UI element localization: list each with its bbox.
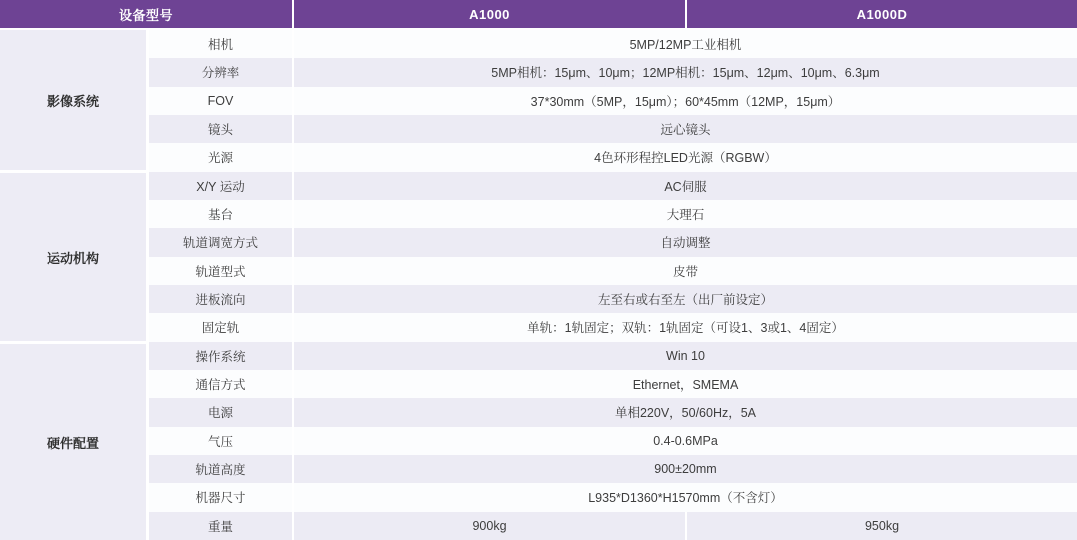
spec-row-fixed-rail [149, 313, 1077, 341]
row-label: 机器尺寸 [149, 483, 292, 511]
row-value: 单轨：1轨固定；双轨：1轨固定（可设1、3或1、4固定） [294, 313, 1077, 341]
row-value: 4色环形程控LED光源（RGBW） [294, 143, 1077, 171]
row-label: 固定轨 [149, 313, 292, 341]
row-value: 37*30mm（5MP，15μm）；60*45mm（12MP，15μm） [294, 87, 1077, 115]
spec-row-lens [149, 115, 1077, 143]
row-label: 重量 [149, 512, 292, 540]
row-value: Win 10 [294, 342, 1077, 370]
spec-row-board-flow [149, 285, 1077, 313]
spec-row-rail-height [149, 455, 1077, 483]
row-value: 大理石 [294, 200, 1077, 228]
spec-row-os [149, 342, 1077, 370]
section-label-imaging-system: 影像系统 [0, 30, 146, 170]
row-value: 远心镜头 [294, 115, 1077, 143]
row-label: 轨道调宽方式 [149, 228, 292, 256]
spec-row-fov [149, 87, 1077, 115]
row-value: 单相220V，50/60Hz，5A [294, 398, 1077, 426]
spec-row-rail-width-adjust [149, 228, 1077, 256]
row-value: 5MP/12MP工业相机 [294, 30, 1077, 58]
row-label: 气压 [149, 427, 292, 455]
row-label: 镜头 [149, 115, 292, 143]
row-label: 通信方式 [149, 370, 292, 398]
row-label: 相机 [149, 30, 292, 58]
spec-row-rail-type [149, 257, 1077, 285]
row-value: 左至右或右至左（出厂前设定） [294, 285, 1077, 313]
section-group-column [0, 30, 146, 540]
spec-row-xy-motion [149, 172, 1077, 200]
row-label: 电源 [149, 398, 292, 426]
row-value: 5MP相机：15μm、10μm；12MP相机：15μm、12μm、10μm、6.3μm [294, 58, 1077, 86]
row-value: AC伺服 [294, 172, 1077, 200]
row-label: 分辨率 [149, 58, 292, 86]
spec-row-base [149, 200, 1077, 228]
row-value: Ethernet，SMEMA [294, 370, 1077, 398]
spec-rows [149, 30, 1077, 540]
table-body [0, 30, 1077, 540]
section-label-motion-mechanism: 运动机构 [0, 173, 146, 341]
row-label: 轨道高度 [149, 455, 292, 483]
spec-row-communication [149, 370, 1077, 398]
row-value: 0.4-0.6MPa [294, 427, 1077, 455]
row-label: 光源 [149, 143, 292, 171]
spec-row-light-source [149, 143, 1077, 171]
row-label: FOV [149, 87, 292, 115]
row-value: 900±20mm [294, 455, 1077, 483]
spec-row-machine-size [149, 483, 1077, 511]
row-value: 皮带 [294, 257, 1077, 285]
row-value-a1000: 900kg [294, 512, 685, 540]
header-model-a1000d: A1000D [687, 0, 1077, 28]
header-device-model: 设备型号 [0, 0, 292, 28]
spec-row-resolution [149, 58, 1077, 86]
row-value-a1000d: 950kg [687, 512, 1077, 540]
row-value: L935*D1360*H1570mm（不含灯） [294, 483, 1077, 511]
row-label: 基台 [149, 200, 292, 228]
table-header-row [0, 0, 1077, 28]
row-value: 自动调整 [294, 228, 1077, 256]
row-label: 轨道型式 [149, 257, 292, 285]
spec-row-power [149, 398, 1077, 426]
section-label-hardware-config: 硬件配置 [0, 344, 146, 540]
spec-row-weight [149, 512, 1077, 540]
header-model-a1000: A1000 [294, 0, 685, 28]
row-label: X/Y 运动 [149, 172, 292, 200]
row-label: 进板流向 [149, 285, 292, 313]
spec-row-camera [149, 30, 1077, 58]
row-label: 操作系统 [149, 342, 292, 370]
spec-row-air-pressure [149, 427, 1077, 455]
